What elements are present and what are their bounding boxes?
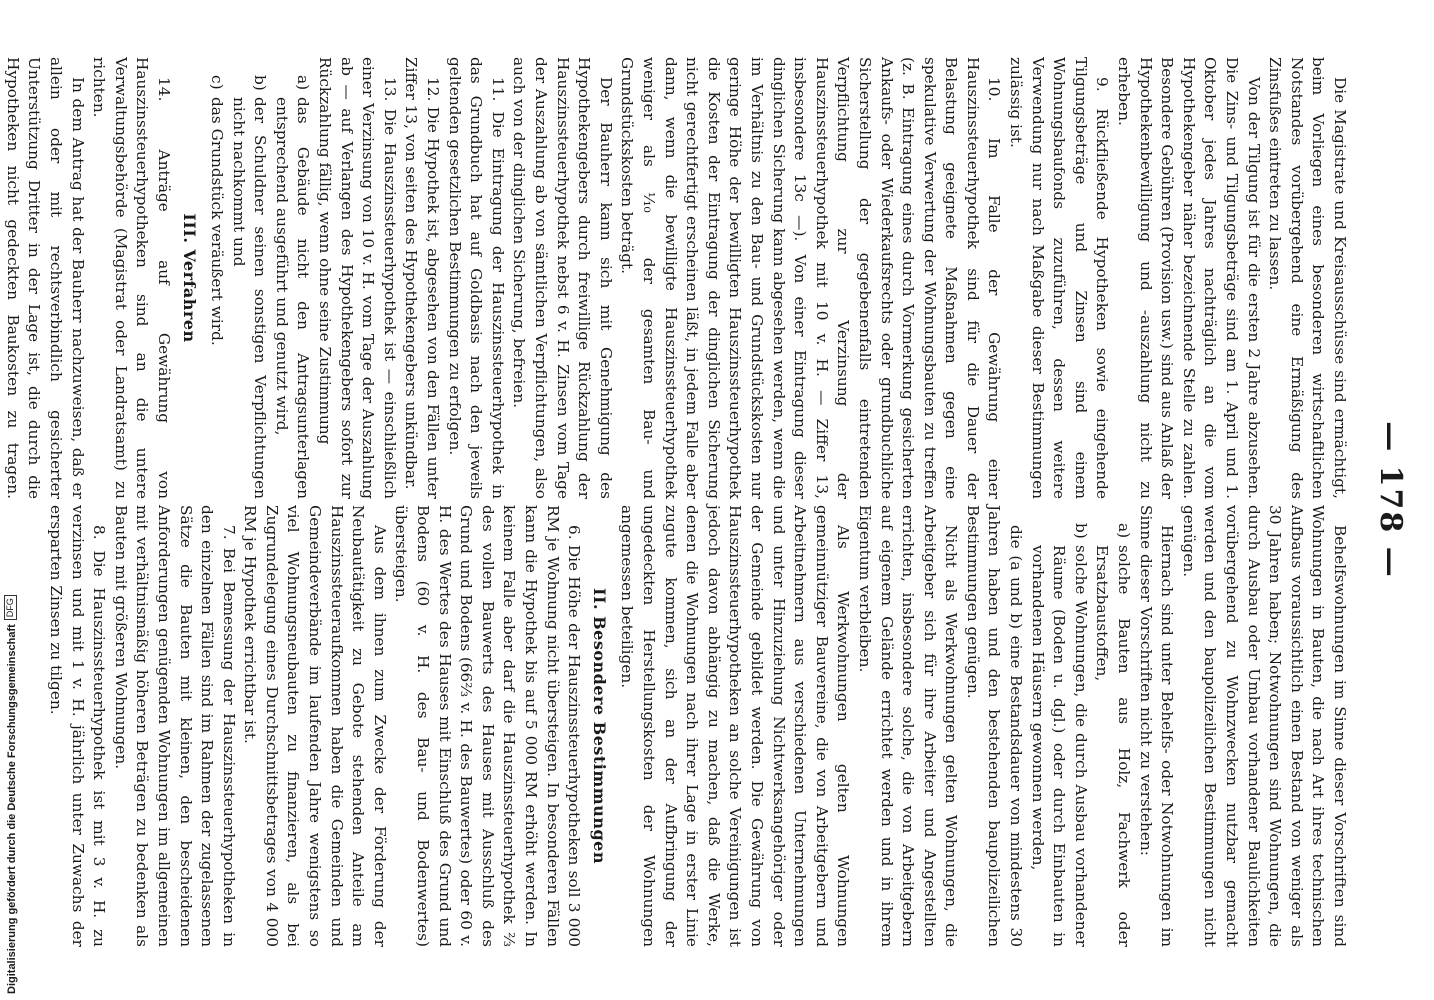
paragraph: 13. Die Hauszinssteuerhypothek ist — einschließlich einer Verzinsung von 10 v. H. vom Tage der Auszahlung ab — auf Verlangen des Hypothekengebers sofort zur Rückzahlung fällig, wenn ohne seine Zustimmung (316, 57, 399, 499)
paragraph: 12. Die Hypothek ist, abgesehen von den Fällen unter Ziffer 13, von seiten des Hypothekengebers unkündbar. (402, 57, 443, 499)
paragraph: Die Magistrate und Kreisausschüsse sind ermächtigt, beim Vorliegen eines besonderen wirtschaftlichen Notstandes vorübergehend eine Ermäßigung des Zinsfußes eintreten zu lassen. (1266, 57, 1349, 499)
dfg-logo: DFG (4, 595, 17, 620)
list-item (206, 57, 228, 499)
list-item (227, 57, 270, 499)
paragraph: Als Werkwohnungen gelten Wohnungen gemeinnütziger Bauvereine, die von Arbeitgebern und Arbeitnehmern aus verschiedenen Unternehmungen und unter Hinzuziehung Nichtwerksangehöriger oder der Gemeinde gebildet werden. Die Gewährung von Hauszinssteuerhypotheken an solche Vereinigungen ist jedoch davon abhängig zu machen, daß die Werke, denen die Wohnungen nach ihrer Lage in erster Linie zugute kommen, sich an der Aufbringung der ungedeckten Herstellungskosten der Wohnungen angemessen beteiligen. (618, 505, 853, 947)
paragraph: 7. Bei Bemessung der Hauszinssteuerhypotheken in den einzelnen Fällen sind im Rahmen der zugelassenen Sätze die Bauten mit kleinen, den bescheidenen Anforderungen genügenden Wohnungen im allgemeinen mit verhältnismäßig höheren Beträgen zu bedenken als Bauten mit größeren Wohnungen. (111, 505, 238, 947)
paragraph: 8. Die Hauszinssteuerhypothek ist mit 3 v. H. zu verzinsen und mit 1 v. H. jährlich unter Zuwachs der ersparten Zinsen zu tilgen. (46, 505, 109, 947)
paragraph: Aus dem ihnen zum Zwecke der Förderung der Neubautätigkeit zu Gebote stehenden Anteile am Hauszinssteueraufkommen haben die Gemeinden und Gemeindeverbände im laufenden Jahre wenigstens so viel Wohnungsneubauten zu finanzieren, als bei Zugrundelegung eines Durchschnittsbetrages von 4 000 RM je Hypothek errichtbar ist. (241, 505, 389, 947)
list-item-label: c) (208, 75, 227, 90)
paragraph: 11. Die Eintragung der Hauszinssteuerhypothek in das Grundbuch hat auf Goldbasis nach den jeweils geltenden gesetzlichen Bestimmungen zu erfolgen. (445, 57, 507, 499)
paragraph: Hiernach sind unter Behelfs- oder Notwohnungen im Sinne dieser Vorschriften nicht zu verstehen: (1136, 505, 1177, 947)
list-item-text: solche Bauten aus Holz, Fachwerk oder Ersatzbaustoffen, (1093, 545, 1134, 947)
list-item-text: solche Wohnungen, die durch Ausbau vorhandener Räume (Boden u. dgl.) oder durch Einbauten in vorhandenen Häusern gewonnen werden, (1028, 545, 1090, 947)
section-heading: III. Verfahren (179, 213, 199, 343)
right-column (46, 505, 1350, 947)
section-heading: II. Besondere Bestimmungen (589, 588, 609, 864)
list-item-label: a) (294, 75, 313, 91)
list-item-text: das Gebäude nicht den Antragsunterlagen entsprechend ausgeführt und genutzt wird, (272, 97, 313, 499)
paragraph: 9. Rückfließende Hypotheken sowie eingehende Tilgungsbeträge und Zinsen sind einem Wohnungsbaufonds zuzuführen, dessen weitere Verwendung nur nach Maßgabe dieser Bestimmungen zulässig ist. (1007, 57, 1112, 499)
paragraph: In dem Antrag hat der Bauherr nachzuweisen, daß er allein oder mit rechtsverbindlich gesicherter Unterstützung Dritter in der Lage ist, die durch die Hypotheken nicht gedeckten Baukosten zu tragen. (3, 57, 87, 499)
paragraph: Der Bauherr kann sich mit Genehmigung des Hypothekengebers durch freiwillige Rückzahlung der Hauszinssteuerhypothek nebst 6 v. H. Zinsen vom Tage der Auszahlung ab von sämtlichen Verpflichtungen, also auch von der dinglichen Sicherung, befreien. (510, 57, 615, 499)
list-item (1026, 505, 1091, 947)
list-item-label: b) (1071, 523, 1090, 539)
list-item (270, 57, 313, 499)
paragraph: die (a und b) eine Bestandsdauer von mindestens 30 Jahren haben und den bestehenden baupolizeilichen Bestimmungen genügen. (963, 505, 1026, 947)
paragraph: 6. Die Höhe der Hauszinssteuerhypotheken soll 3 000 RM je Wohnung nicht übersteigen. In besonderen Fällen kann die Hypothek bis auf 5 000 RM erhöht werden. In keinem Falle aber darf die Hauszinssteuerhypothek ⅔ des vollen Bauwerts des Hauses mit Ausschluß des Grund und Bodens (66⅔ v. H. des Bauwertes) oder 60 v. H. des Wertes des Hauses mit Einschluß des Grund und Bodens (60 v. H. des Bau- und Bodenwertes) übersteigen. (392, 505, 584, 947)
paragraph: Behelfswohnungen im Sinne dieser Vorschriften sind Wohnungen in Bauten, die nach Art ihres technischen Aufbaus voraussichtlich einen Bestand von weniger als 30 Jahren haben; Notwohnungen sind Wohnungen, die durch Ausbau oder Umbau vorhandener Baulichkeiten vorübergehend zu Wohnzwecken nutzbar gemacht werden und den baupolizeilichen Bestimmungen nicht genügen. (1179, 505, 1349, 947)
page-number: — 178 — (1373, 421, 1408, 579)
list-item-label: b) (251, 75, 270, 91)
paragraph: Nicht als Werkwohnungen gelten Wohnungen, die Arbeitgeber sich für ihre Arbeiter und Angestellten errichten, insbesondere solche, die von Arbeitgebern auf eigenem Gelände errichtet werden und in ihrem Eigentum verbleiben. (855, 505, 961, 947)
list-item (1091, 505, 1134, 947)
list-item-text: der Schuldner seinen sonstigen Verpflichtungen nicht nachkommt und (229, 97, 270, 499)
list-item-text: das Grundstück veräußert wird. (208, 97, 227, 346)
footer-credit: Digitalisierung gefördert durch die Deutsche Forschungsgemeinschaft (6, 624, 18, 994)
footer-credit-strip (0, 0, 18, 1000)
left-column (3, 57, 1350, 499)
list-item-label: a) (1115, 523, 1134, 539)
paragraph: Von der Tilgung ist für die ersten 2 Jahre abzusehen. Die Zins- und Tilgungsbeträge sind am 1. April und 1. Oktober jedes Jahres nachträglich an die vom Hypothekengeber näher bezeichnende Stelle zu zahlen. Besondere Gebühren (Provision usw.) sind aus Anlaß der Hypothekenbewilligung und -auszahlung nicht zu erheben. (1115, 57, 1263, 499)
paragraph: 14. Anträge auf Gewährung von Hauszinssteuerhypotheken sind an die untere Verwaltungsbehörde (Magistrat oder Landratsamt) zu richten. (90, 57, 173, 499)
paragraph: 10. Im Falle der Gewährung einer Hauszinssteuerhypothek sind für die Dauer der Belastung geeignete Maßnahmen gegen eine spekulative Verwertung der Wohnungsbauten zu treffen (z. B. Eintragung eines durch Vormerkung gesicherten Ankaufs- oder Wiederkaufsrechts oder grundbuchliche Sicherstellung der gegebenenfalls eintretenden Verpflichtung zur Verzinsung der Hauszinssteuerhypothek mit 10 v. H. — Ziffer 13, insbesondere 13c —). Von einer Eintragung dieser dinglichen Sicherung kann abgesehen werden, wenn die im Verhältnis zu den Bau- und Grundstückskosten nur geringe Höhe der bewilligten Hauszinssteuerhypothek die Kosten der Eintragung der dinglichen Sicherung nicht gerechtfertigt erscheinen läßt, in jedem Falle aber dann, wenn die bewilligte Hauszinssteuerhypothek weniger als ⅒ der gesamten Bau- und Grundstückskosten beträgt. (618, 57, 1004, 499)
